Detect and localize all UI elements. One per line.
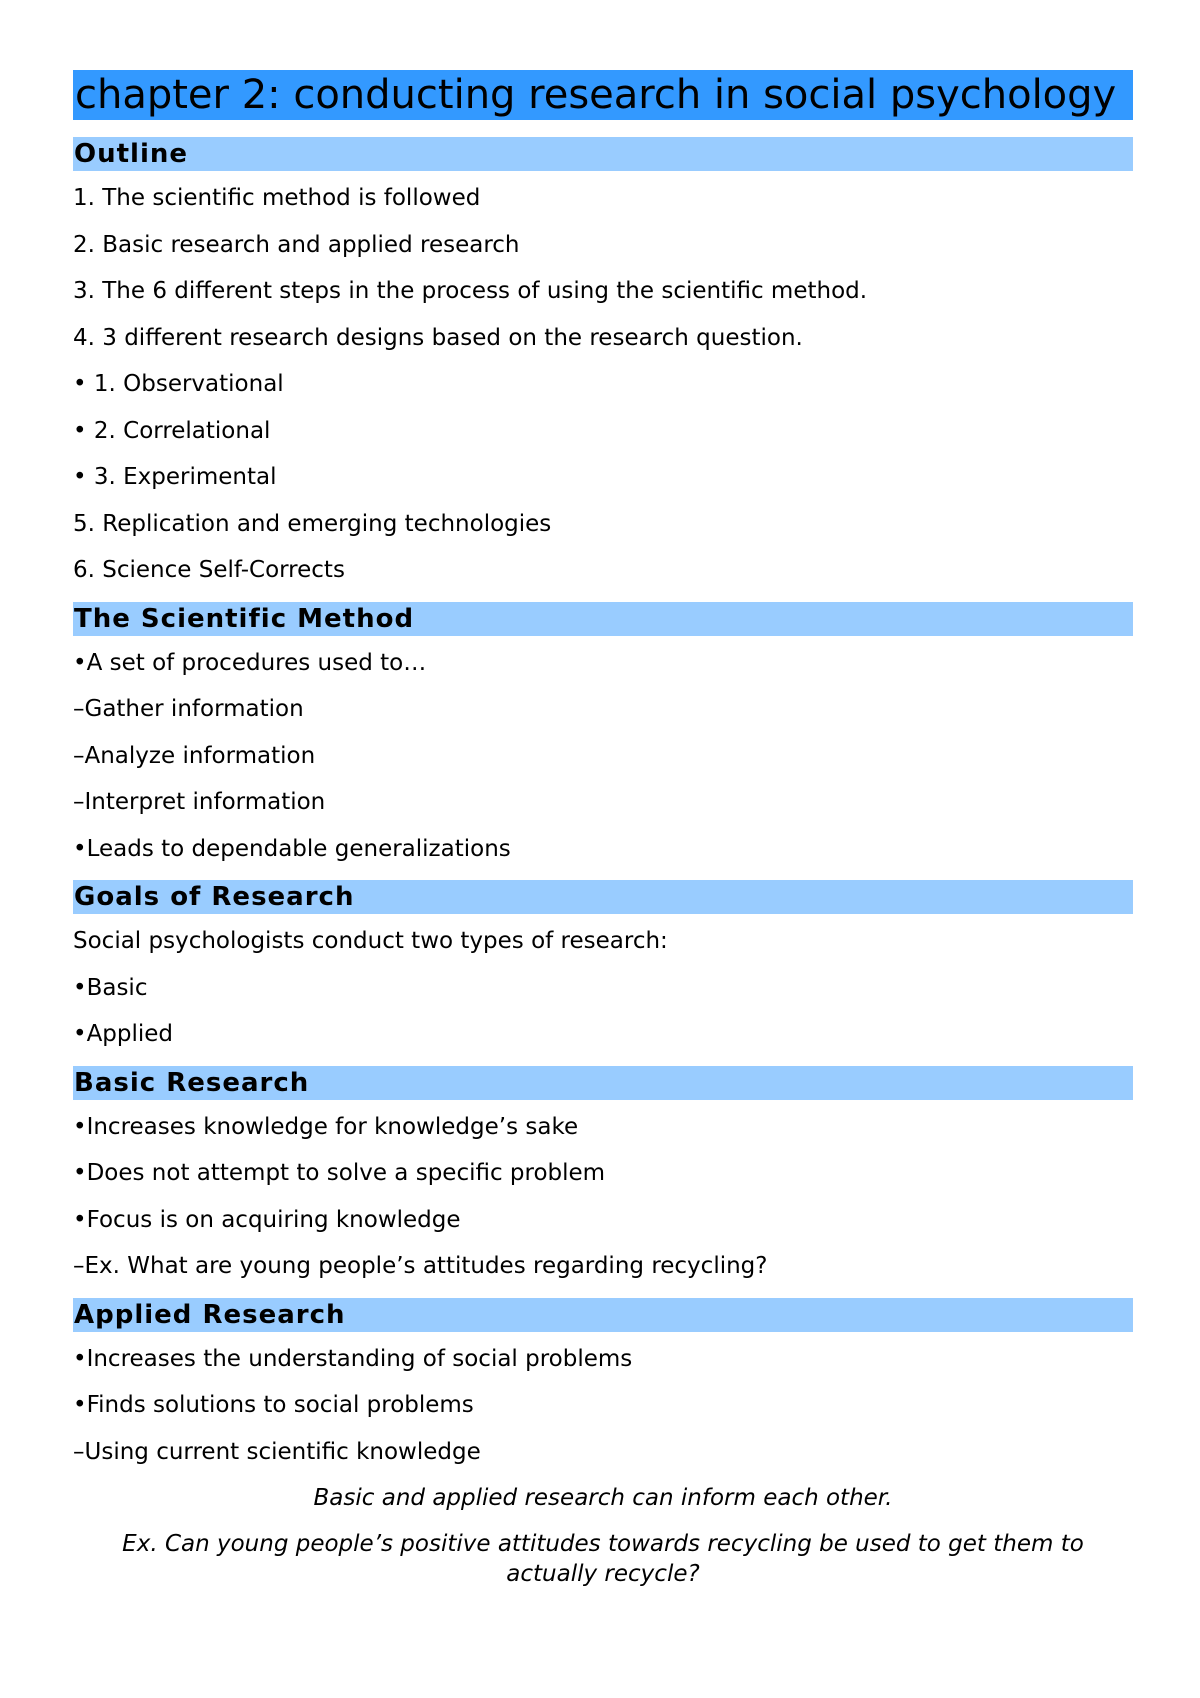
bullet-line: •Applied: [73, 1021, 174, 1047]
bullet-line: •Increases knowledge for knowledge’s sake: [73, 1113, 579, 1140]
outline-item: 5. Replication and emerging technologies: [73, 510, 552, 537]
section-outline: [73, 137, 1133, 585]
section-applied-research: [73, 1298, 1133, 1467]
document-title: chapter 2: conducting research in social psychology: [73, 70, 1133, 120]
section-heading: Outline: [73, 137, 1133, 171]
section-heading: Goals of Research: [73, 880, 1133, 914]
outline-item: 2. Basic research and applied research: [73, 231, 520, 258]
outline-item: 3. The 6 different steps in the process of using the scientific method.: [73, 278, 868, 304]
outline-item: 6. Science Self-Corrects: [73, 557, 345, 583]
closing-example: Ex. Can young people’s positive attitudes towards recycling be used to get them to actually recycle?: [122, 1531, 1084, 1587]
outline-item: • 3. Experimental: [73, 464, 277, 490]
section-heading: Applied Research: [73, 1298, 1133, 1332]
section-basic-research: [73, 1066, 1133, 1282]
closing-note: Basic and applied research can inform each other.: [313, 1485, 893, 1511]
document-page: [73, 70, 1133, 1605]
section-heading: Basic Research: [73, 1066, 1133, 1100]
outline-item: 4. 3 different research designs based on the research question.: [73, 324, 803, 351]
bullet-line: •Leads to dependable generalizations: [73, 835, 511, 862]
outline-item: • 2. Correlational: [73, 417, 271, 444]
bullet-line: •A set of procedures used to…: [73, 649, 427, 676]
section-scientific-method: [73, 602, 1133, 864]
bullet-line: –Gather information: [73, 696, 304, 722]
bullet-line: –Interpret information: [73, 789, 326, 815]
bullet-line: •Basic: [73, 974, 148, 1001]
section-heading: The Scientific Method: [73, 602, 1133, 636]
bullet-line: –Ex. What are young people’s attitudes regarding recycling?: [73, 1253, 768, 1279]
section-goals-of-research: [73, 880, 1133, 1049]
outline-item: • 1. Observational: [73, 371, 284, 397]
bullet-line: •Does not attempt to solve a specific problem: [73, 1160, 606, 1186]
body-line: Social psychologists conduct two types of research:: [73, 928, 668, 954]
outline-item: 1. The scientific method is followed: [73, 185, 481, 211]
bullet-line: –Analyze information: [73, 742, 316, 769]
bullet-line: –Using current scientific knowledge: [73, 1438, 481, 1465]
bullet-line: •Finds solutions to social problems: [73, 1392, 474, 1418]
bullet-line: •Focus is on acquiring knowledge: [73, 1206, 461, 1233]
bullet-line: •Increases the understanding of social problems: [73, 1345, 633, 1372]
